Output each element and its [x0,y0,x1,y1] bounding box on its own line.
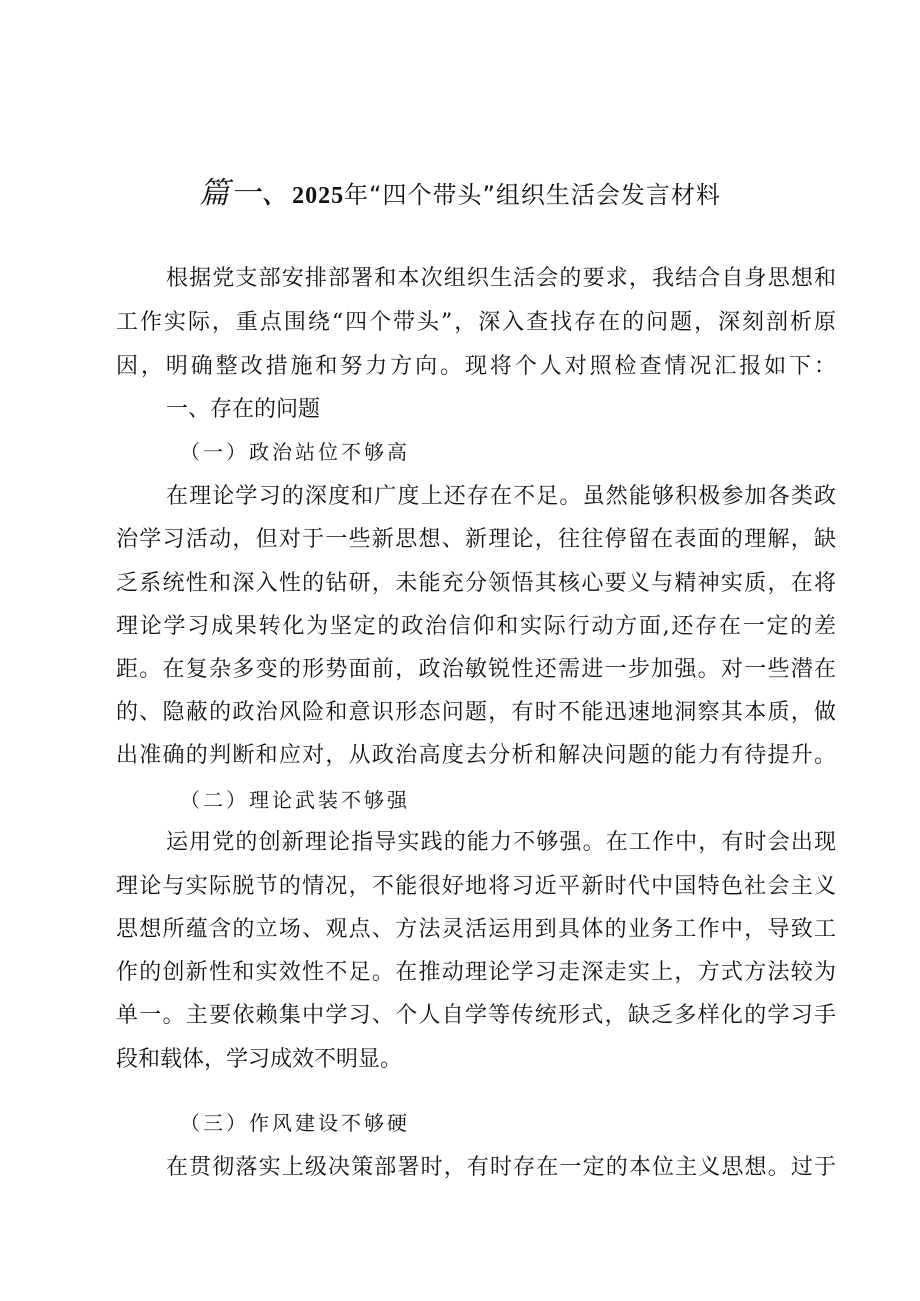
paragraph-line: 段和载体，学习成效不明显。 [116,1047,403,1072]
paragraph-line: 在贯彻落实上级决策部署时，有时存在一定的本位主义思想。过于 [166,1155,836,1180]
paragraph-line: 运用党的创新理论指导实践的能力不够强。在工作中，有时会出现 [166,830,836,855]
intro-line: 因，明确整改措施和努力方向。现将个人对照检查情况汇报如下： [116,354,836,379]
title-year: 2025 [292,183,345,209]
paragraph-line: 理论与实际脱节的情况，不能很好地将习近平新时代中国特色社会主义 [116,874,836,899]
paragraph-line: 出准确的判断和应对，从政治高度去分析和解决问题的能力有待提升。 [116,743,836,768]
paragraph-line: 思想所蕴含的立场、观点、方法灵活运用到具体的业务工作中，导致工 [116,917,836,942]
paragraph-line: 距。在复杂多变的形势面前，政治敏锐性还需进一步加强。对一些潜在 [116,657,836,682]
intro-line: 工作实际，重点围绕“四个带头”，深入查找存在的问题，深刻剖析原 [116,310,836,335]
subsection-heading: （三）作风建设不够硬 [180,1111,410,1135]
paragraph-line: 作的创新性和实效性不足。在推动理论学习走深走实上，方式方法较为 [116,960,836,985]
paragraph-line: 治学习活动，但对于一些新思想、新理论，往往停留在表面的理解，缺 [116,527,836,552]
intro-line: 根据党支部安排部署和本次组织生活会的要求，我结合自身思想和 [166,266,836,291]
document-title [0,168,920,212]
paragraph-line: 在理论学习的深度和广度上还存在不足。虽然能够积极参加各类政 [166,484,836,509]
subsection-heading: （一）政治站位不够高 [180,440,410,464]
paragraph-line: 的、隐蔽的政治风险和意识形态问题，有时不能迅速地洞察其本质，做 [116,700,836,725]
paragraph-line: 乏系统性和深入性的钻研，未能充分领悟其核心要义与精神实质，在将 [116,571,836,596]
section-heading: 一、存在的问题 [166,397,321,422]
subsection-heading: （二）理论武装不够强 [180,788,410,812]
title-prefix: 篇一、 [199,176,293,211]
title-text: 年“四个带头”组织生活会发言材料 [344,181,721,209]
paragraph-line: 单一。主要依赖集中学习、个人自学等传统形式，缺乏多样化的学习手 [116,1003,836,1028]
paragraph-line: 理论学习成果转化为坚定的政治信仰和实际行动方面,还存在一定的差 [116,614,836,639]
